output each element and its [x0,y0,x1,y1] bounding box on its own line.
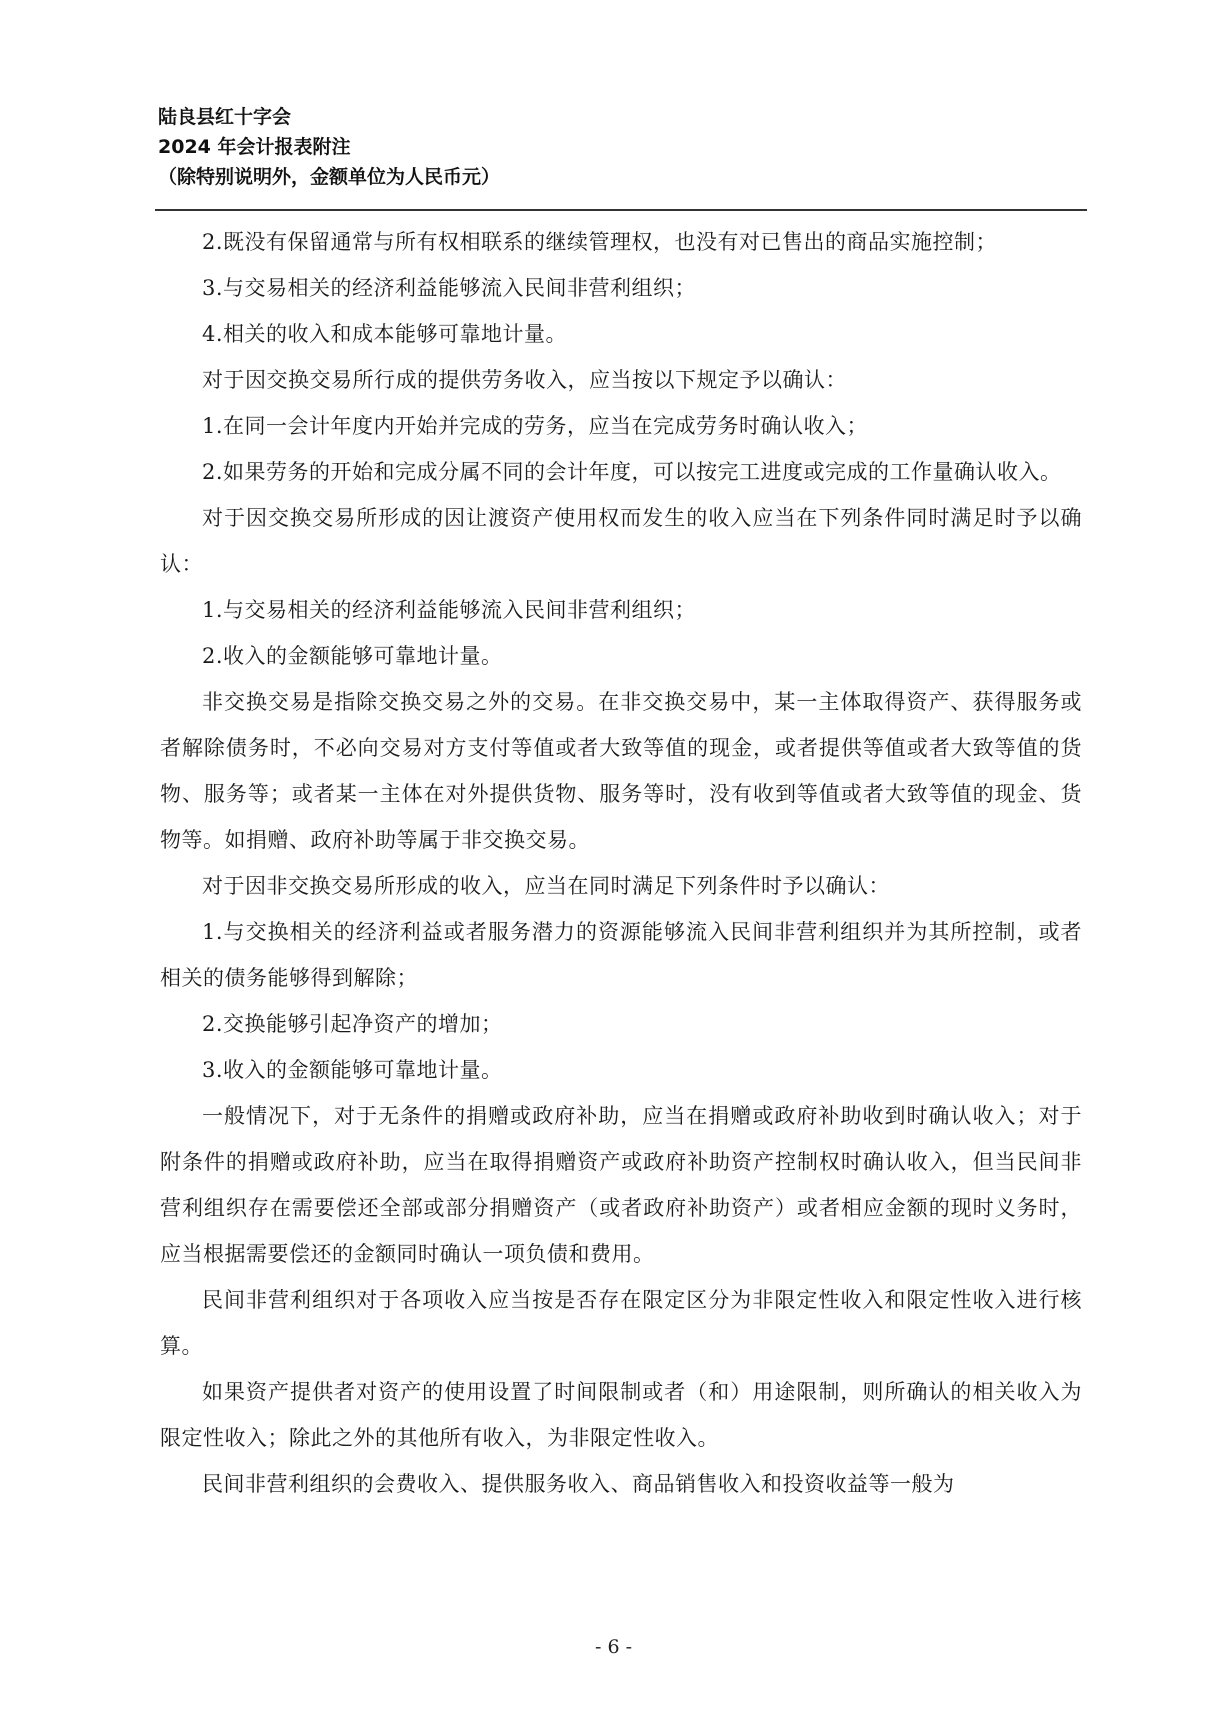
paragraph: 一般情况下，对于无条件的捐赠或政府补助，应当在捐赠或政府补助收到时确认收入；对于附条件的捐赠或政府补助，应当在取得捐赠资产或政府补助资产控制权时确认收入，但当民间非营利组织存在需要偿还全部或部分捐赠资产（或者政府补助资产）或者相应金额的现时义务时，应当根据需要偿还的金额同时确认一项负债和费用。 [160,1104,1082,1266]
paragraph: 非交换交易是指除交换交易之外的交易。在非交换交易中，某一主体取得资产、获得服务或者解除债务时，不必向交易对方支付等值或者大致等值的现金，或者提供等值或者大致等值的货物、服务等；或者某一主体在对外提供货物、服务等时，没有收到等值或者大致等值的现金、货物等。如捐赠、政府补助等属于非交换交易。 [160,690,1082,852]
paragraph: 3.与交易相关的经济利益能够流入民间非营利组织； [202,276,697,300]
paragraph: 对于因交换交易所行成的提供劳务收入，应当按以下规定予以确认： [202,368,847,392]
paragraph: 对于因非交换交易所形成的收入，应当在同时满足下列条件时予以确认： [202,874,890,898]
paragraph: 2.如果劳务的开始和完成分属不同的会计年度，可以按完工进度或完成的工作量确认收入。 [202,460,1062,484]
paragraph: 民间非营利组织的会费收入、提供服务收入、商品销售收入和投资收益等一般为 [202,1472,955,1496]
paragraph: 2.既没有保留通常与所有权相联系的继续管理权，也没有对已售出的商品实施控制； [202,230,998,254]
paragraph: 1.在同一会计年度内开始并完成的劳务，应当在完成劳务时确认收入； [202,414,869,438]
page-number: - 6 - [594,1636,632,1658]
paragraph: 3.收入的金额能够可靠地计量。 [202,1058,503,1082]
paragraph: 如果资产提供者对资产的使用设置了时间限制或者（和）用途限制，则所确认的相关收入为限定性收入；除此之外的其他所有收入，为非限定性收入。 [160,1380,1082,1450]
paragraph: 1.与交换相关的经济利益或者服务潜力的资源能够流入民间非营利组织并为其所控制，或者相关的债务能够得到解除； [160,920,1082,990]
document-header [158,102,500,192]
organization-name: 陆良县红十字会 [158,106,292,128]
paragraph: 2.收入的金额能够可靠地计量。 [202,644,503,668]
report-title: 2024 年会计报表附注 [158,136,351,158]
paragraph: 1.与交易相关的经济利益能够流入民间非营利组织； [202,598,697,622]
document-body [160,219,1082,1507]
paragraph: 2.交换能够引起净资产的增加； [202,1012,503,1036]
paragraph: 民间非营利组织对于各项收入应当按是否存在限定区分为非限定性收入和限定性收入进行核算。 [160,1288,1082,1358]
paragraph: 4.相关的收入和成本能够可靠地计量。 [202,322,568,346]
currency-note: （除特别说明外，金额单位为人民币元） [158,166,501,188]
header-divider [155,209,1087,211]
paragraph: 对于因交换交易所形成的因让渡资产使用权而发生的收入应当在下列条件同时满足时予以确认： [160,506,1082,576]
